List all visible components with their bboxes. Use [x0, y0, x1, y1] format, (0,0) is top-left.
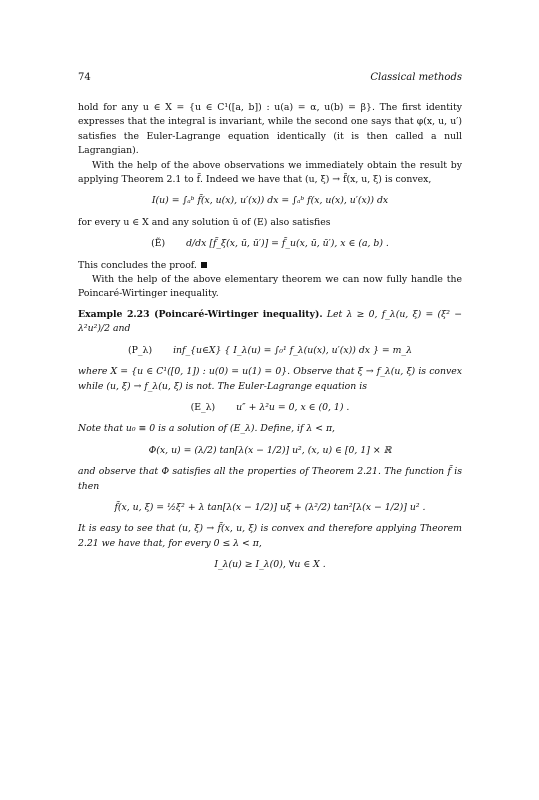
equation-inequality: I_λ(u) ≥ I_λ(0), ∀u ∈ X . — [214, 559, 326, 571]
example-title: Example 2.23 (Poincaré-Wirtinger inequality). — [78, 308, 323, 320]
paragraph-define-phi: Note that u₀ ≡ 0 is a solution of (E_λ). Define, if λ < π, — [78, 423, 336, 435]
paragraph-proof-end — [78, 259, 462, 273]
proof-end-text: This concludes the proof. — [78, 259, 197, 271]
equation-f-tilde: f̃(x, u, ξ) = ½ξ² + λ tan[λ(x − 1/2)] uξ + (λ²/2) tan²[λ(x − 1/2)] u² . — [114, 501, 426, 513]
equation-euler-lagrange-lambda — [78, 401, 462, 415]
equation-body: u″ + λ²u = 0, x ∈ (0, 1) . — [236, 401, 350, 413]
paragraph-poincare-intro: With the help of the above elementary theorem we can now fully handle the Poincaré-Wirtinger inequality. — [78, 274, 462, 300]
paragraph-apply-theorem: With the help of the above observations we immediately obtain the result by applying Theorem 2.1 to f̃. Indeed we have that (u, ξ) → f̃(x, u, ξ) is convex, — [78, 159, 462, 186]
page-header — [78, 72, 462, 86]
paragraph-f-tilde-intro: and observe that Φ satisfies all the properties of Theorem 2.21. The function f̃ is then — [78, 466, 462, 492]
equation-phi: Φ(x, u) = (λ/2) tan[λ(x − 1/2)] u², (x, u) ∈ [0, 1] × ℝ — [148, 444, 392, 456]
paragraph-every-solution: for every u ∈ X and any solution ū of (E) also satisfies — [78, 216, 331, 228]
qed-square-icon — [201, 262, 207, 268]
example-text: Let λ ≥ 0, f_λ(u, ξ) = (ξ² − λ²u²)/2 and — [78, 308, 462, 335]
equation-integral-identity: I(u) = ∫ₐᵇ f̃(x, u(x), u′(x)) dx = ∫ₐᵇ f(x, u(x), u′(x)) dx — [151, 195, 389, 207]
equation-minimization-problem — [78, 344, 462, 358]
equation-label: (E_λ) — [190, 401, 216, 413]
equation-body: d/dx [f̃_ξ(x, ū, ū′)] = f̃_u(x, ū, ū′), x ∈ (a, b) . — [186, 238, 389, 250]
example-2-23 — [78, 308, 462, 337]
equation-euler-lagrange-tilde — [78, 237, 462, 251]
paragraph-space-definition: where X = {u ∈ C¹([0, 1]) : u(0) = u(1) = 0}. Observe that ξ → f_λ(u, ξ) is convex while (u, ξ) → f_λ(u, ξ) is not. The Euler-Lagrange equation is — [78, 366, 462, 392]
page-number: 74 — [78, 72, 91, 83]
page — [78, 0, 462, 800]
equation-label: (Ẽ) — [151, 238, 166, 250]
page-body — [78, 101, 462, 580]
running-title: Classical methods — [370, 72, 462, 83]
paragraph-convexity: It is easy to see that (u, ξ) → f̃(x, u, ξ) is convex and therefore applying Theorem 2.21 we have that, for every 0 ≤ λ < π, — [78, 523, 462, 549]
equation-label: (P_λ) — [128, 344, 153, 356]
equation-body: inf_{u∈X} { I_λ(u) = ∫₀¹ f_λ(u(x), u′(x)) dx } = m_λ — [173, 344, 412, 356]
paragraph-invariant: hold for any u ∈ X = {u ∈ C¹([a, b]) : u(a) = α, u(b) = β}. The first identity expresses that the integral is invariant, while the second one says that φ(x, u, u′) satisfies the Euler-Lagrange equation identically (it is then called a null Lagrangian). — [78, 102, 462, 157]
